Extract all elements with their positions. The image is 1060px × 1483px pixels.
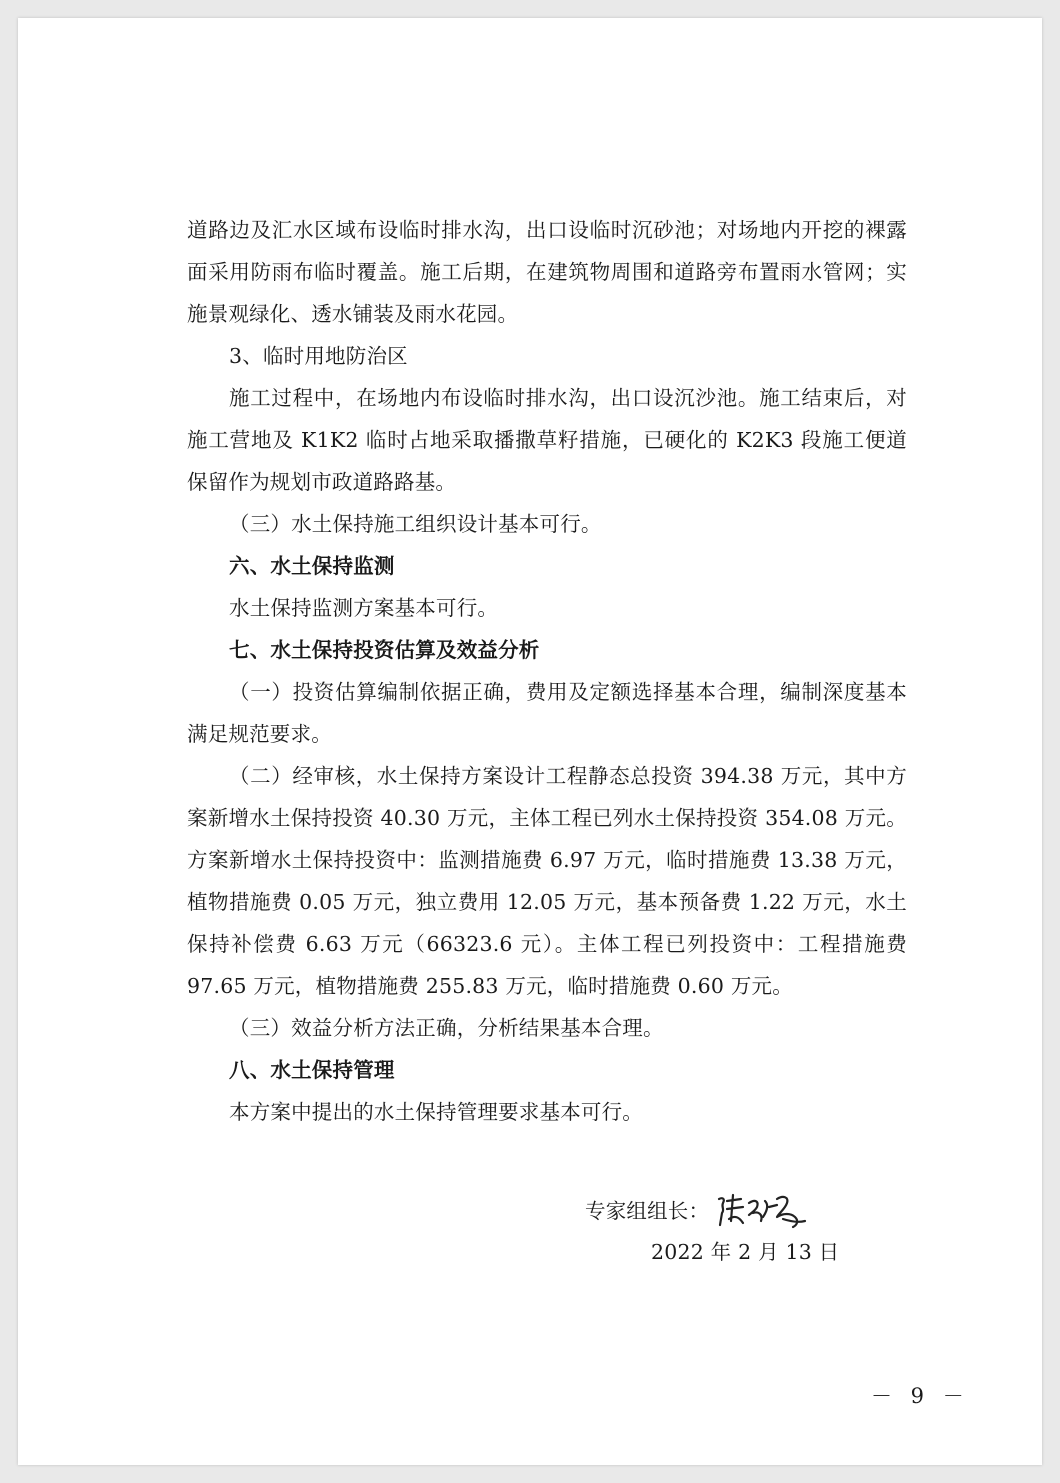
paragraph-benefit-analysis: （三）效益分析方法正确，分析结果基本合理。 [229,1016,664,1040]
handwritten-signature [713,1191,809,1231]
page-number: － 9 － [871,1384,970,1408]
paragraph-temporary-land-measures: 施工过程中，在场地内布设临时排水沟，出口设沉沙池。施工结束后，对施工营地及 K1K2 临时占地采取播撒草籽措施，已硬化的 K2K3 段施工便道保留作为规划市政道路路基。 [187,386,907,494]
signature-date: 2022 年 2 月 13 日 [651,1240,840,1264]
section-heading-management: 八、水土保持管理 [229,1058,395,1082]
signature-label: 专家组组长： [585,1199,710,1223]
section-heading-monitoring: 六、水土保持监测 [229,554,395,578]
document-body [187,209,907,1133]
paragraph-investment-details: （二）经审核，水土保持方案设计工程静态总投资 394.38 万元，其中方案新增水土保持投资 40.30 万元，主体工程已列水土保持投资 354.08 万元。方案新增水土保持投资中：监测措施费 6.97 万元，临时措施费 13.38 万元，植物措施费 0.05 万元，独立费用 12.05 万元，基本预备费 1.22 万元，水土保持补偿费 6.63 万元（66323.6 元）。主体工程已列投资中：工程措施费 97.65 万元，植物措施费 255.83 万元，临时措施费 0.60 万元。 [187,764,907,998]
subheading-temporary-land: 3、临时用地防治区 [229,344,408,368]
signature-line [585,1190,809,1232]
paragraph-monitoring: 水土保持监测方案基本可行。 [229,596,499,620]
paragraph-construction-organization: （三）水土保持施工组织设计基本可行。 [229,512,602,536]
document-page [18,18,1042,1465]
paragraph-investment-basis: （一）投资估算编制依据正确，费用及定额选择基本合理，编制深度基本满足规范要求。 [187,680,907,746]
paragraph-management: 本方案中提出的水土保持管理要求基本可行。 [229,1100,643,1124]
section-heading-investment: 七、水土保持投资估算及效益分析 [229,638,540,662]
paragraph-drainage-measures: 道路边及汇水区域布设临时排水沟，出口设临时沉砂池；对场地内开挖的裸露面采用防雨布临时覆盖。施工后期，在建筑物周围和道路旁布置雨水管网；实施景观绿化、透水铺装及雨水花园。 [187,218,907,326]
